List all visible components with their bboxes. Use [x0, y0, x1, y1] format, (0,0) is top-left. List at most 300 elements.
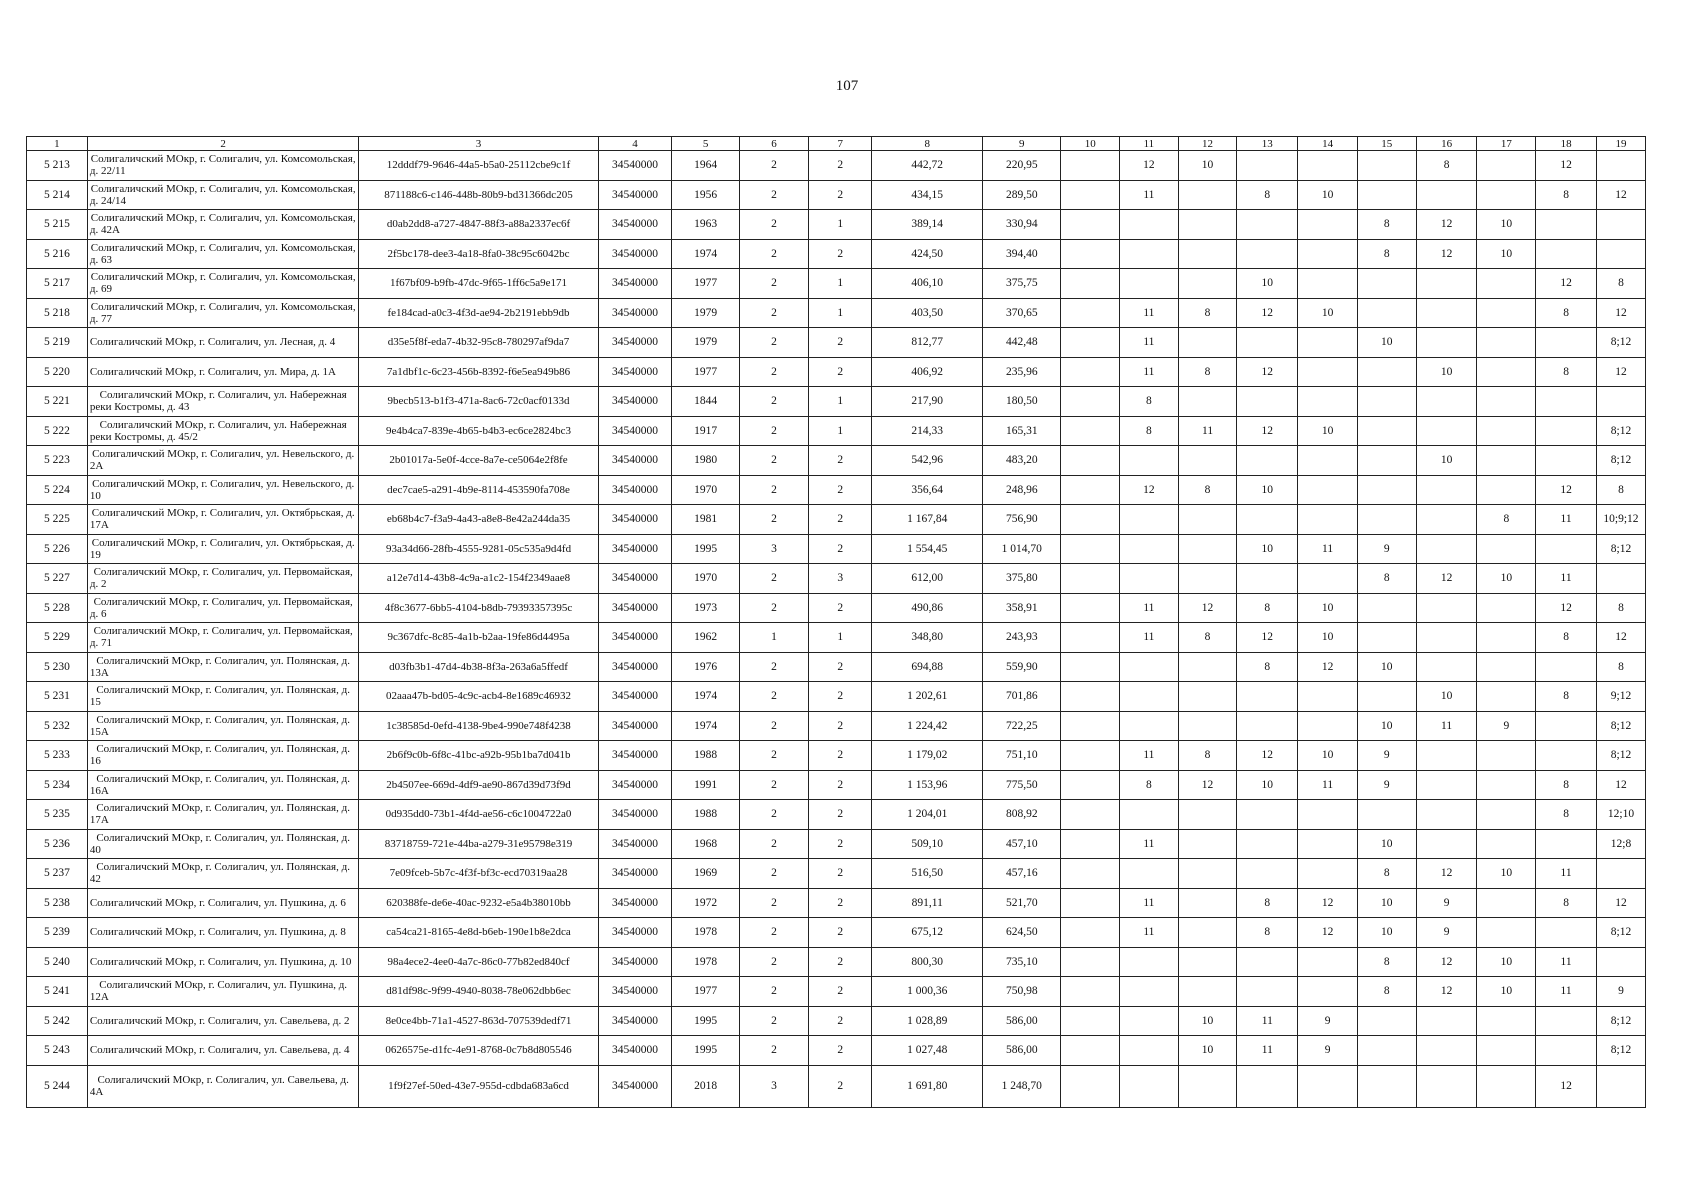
cell-oktmo: 34540000 [598, 652, 672, 682]
cell-col-19: 8 [1597, 475, 1646, 505]
cell-floors: 2 [739, 770, 809, 800]
cell-year: 1988 [672, 741, 739, 771]
cell-col-18: 12 [1536, 475, 1597, 505]
cell-total-area: 1 028,89 [872, 1006, 983, 1036]
cell-col-19: 8 [1597, 269, 1646, 299]
cell-col-17 [1477, 623, 1536, 653]
cell-col-16 [1416, 269, 1477, 299]
cell-floors: 2 [739, 564, 809, 594]
column-header: 15 [1357, 137, 1416, 151]
cell-total-area: 812,77 [872, 328, 983, 358]
cell-oktmo: 34540000 [598, 711, 672, 741]
cell-col-10 [1061, 800, 1120, 830]
cell-address: Солигаличский МОкр, г. Солигалич, ул. Полянская, д. 16 [87, 741, 359, 771]
cell-oktmo: 34540000 [598, 888, 672, 918]
table-row [27, 446, 1646, 476]
cell-col-18: 12 [1536, 269, 1597, 299]
cell-total-area: 217,90 [872, 387, 983, 417]
cell-col-11: 12 [1120, 475, 1179, 505]
cell-col-13: 12 [1237, 741, 1298, 771]
cell-col-13: 8 [1237, 180, 1298, 210]
cell-col-17 [1477, 387, 1536, 417]
cell-col-13: 11 [1237, 1006, 1298, 1036]
column-header: 18 [1536, 137, 1597, 151]
cell-total-area: 516,50 [872, 859, 983, 889]
cell-living-area: 701,86 [983, 682, 1061, 712]
cell-col-12: 8 [1178, 357, 1237, 387]
cell-col-16 [1416, 770, 1477, 800]
cell-col-10 [1061, 298, 1120, 328]
cell-living-area: 735,10 [983, 947, 1061, 977]
cell-floors: 3 [739, 534, 809, 564]
cell-year: 1974 [672, 239, 739, 269]
cell-oktmo: 34540000 [598, 859, 672, 889]
cell-col-16 [1416, 180, 1477, 210]
cell-col-19: 8 [1597, 593, 1646, 623]
cell-col-13 [1237, 387, 1298, 417]
cell-col-12 [1178, 328, 1237, 358]
cell-col-15 [1357, 800, 1416, 830]
cell-col-16 [1416, 1006, 1477, 1036]
cell-col-12 [1178, 446, 1237, 476]
cell-entrances: 1 [809, 269, 872, 299]
cell-col-15: 10 [1357, 711, 1416, 741]
cell-guid: 2f5bc178-dee3-4a18-8fa0-38c95c6042bc [359, 239, 598, 269]
cell-col-16: 12 [1416, 859, 1477, 889]
cell-col-13: 8 [1237, 918, 1298, 948]
cell-col-10 [1061, 1065, 1120, 1107]
column-header: 13 [1237, 137, 1298, 151]
cell-col-12: 8 [1178, 475, 1237, 505]
cell-col-18: 8 [1536, 770, 1597, 800]
cell-entrances: 1 [809, 416, 872, 446]
cell-guid: 9becb513-b1f3-471a-8ac6-72c0acf0133d [359, 387, 598, 417]
cell-row-number: 5 227 [27, 564, 88, 594]
cell-col-11: 12 [1120, 151, 1179, 181]
cell-col-14: 10 [1298, 180, 1358, 210]
table-row [27, 682, 1646, 712]
cell-col-14: 9 [1298, 1036, 1358, 1066]
cell-oktmo: 34540000 [598, 505, 672, 535]
cell-col-14 [1298, 505, 1358, 535]
cell-col-13: 12 [1237, 298, 1298, 328]
cell-col-12 [1178, 505, 1237, 535]
cell-row-number: 5 242 [27, 1006, 88, 1036]
cell-floors: 2 [739, 180, 809, 210]
cell-floors: 2 [739, 888, 809, 918]
cell-year: 1980 [672, 446, 739, 476]
table-row [27, 505, 1646, 535]
cell-col-19: 8;12 [1597, 918, 1646, 948]
cell-col-10 [1061, 682, 1120, 712]
cell-total-area: 356,64 [872, 475, 983, 505]
cell-floors: 2 [739, 829, 809, 859]
cell-oktmo: 34540000 [598, 741, 672, 771]
cell-year: 1977 [672, 357, 739, 387]
cell-row-number: 5 218 [27, 298, 88, 328]
table-header [27, 137, 1646, 151]
cell-entrances: 2 [809, 829, 872, 859]
cell-col-12 [1178, 387, 1237, 417]
table-row [27, 298, 1646, 328]
cell-col-15: 9 [1357, 741, 1416, 771]
cell-oktmo: 34540000 [598, 151, 672, 181]
cell-col-14: 10 [1298, 623, 1358, 653]
cell-year: 1995 [672, 1006, 739, 1036]
cell-guid: 2b4507ee-669d-4df9-ae90-867d39d73f9d [359, 770, 598, 800]
table-body [27, 151, 1646, 1108]
cell-address: Солигаличский МОкр, г. Солигалич, ул. Полянская, д. 42 [87, 859, 359, 889]
cell-year: 1970 [672, 475, 739, 505]
cell-row-number: 5 215 [27, 210, 88, 240]
cell-entrances: 2 [809, 977, 872, 1007]
cell-address: Солигаличский МОкр, г. Солигалич, ул. Савельева, д. 2 [87, 1006, 359, 1036]
cell-col-10 [1061, 623, 1120, 653]
cell-entrances: 2 [809, 475, 872, 505]
cell-living-area: 330,94 [983, 210, 1061, 240]
cell-oktmo: 34540000 [598, 770, 672, 800]
cell-col-17 [1477, 180, 1536, 210]
cell-col-18: 11 [1536, 977, 1597, 1007]
cell-col-12: 11 [1178, 416, 1237, 446]
cell-entrances: 2 [809, 918, 872, 948]
cell-entrances: 2 [809, 151, 872, 181]
cell-entrances: 2 [809, 741, 872, 771]
cell-entrances: 2 [809, 534, 872, 564]
cell-col-13: 8 [1237, 888, 1298, 918]
cell-col-18: 8 [1536, 357, 1597, 387]
cell-col-18 [1536, 829, 1597, 859]
cell-col-19 [1597, 859, 1646, 889]
cell-col-19: 12;10 [1597, 800, 1646, 830]
cell-guid: 93a34d66-28fb-4555-9281-05c535a9d4fd [359, 534, 598, 564]
cell-col-15 [1357, 593, 1416, 623]
cell-address: Солигаличский МОкр, г. Солигалич, ул. Комсомольская, д. 69 [87, 269, 359, 299]
cell-col-13 [1237, 564, 1298, 594]
cell-col-10 [1061, 328, 1120, 358]
cell-floors: 2 [739, 652, 809, 682]
cell-address: Солигаличский МОкр, г. Солигалич, ул. Полянская, д. 15 [87, 682, 359, 712]
cell-col-15: 9 [1357, 534, 1416, 564]
cell-col-14 [1298, 682, 1358, 712]
cell-col-13 [1237, 210, 1298, 240]
cell-address: Солигаличский МОкр, г. Солигалич, ул. Полянская, д. 13А [87, 652, 359, 682]
cell-year: 1917 [672, 416, 739, 446]
cell-col-19: 8;12 [1597, 328, 1646, 358]
cell-col-14 [1298, 800, 1358, 830]
cell-col-14: 11 [1298, 770, 1358, 800]
cell-col-14: 9 [1298, 1006, 1358, 1036]
cell-guid: 12dddf79-9646-44a5-b5a0-25112cbe9c1f [359, 151, 598, 181]
cell-living-area: 1 014,70 [983, 534, 1061, 564]
cell-col-17: 10 [1477, 859, 1536, 889]
cell-guid: 0626575e-d1fc-4e91-8768-0c7b8d805546 [359, 1036, 598, 1066]
cell-row-number: 5 225 [27, 505, 88, 535]
cell-col-12: 8 [1178, 298, 1237, 328]
cell-floors: 2 [739, 741, 809, 771]
cell-entrances: 2 [809, 593, 872, 623]
cell-floors: 1 [739, 623, 809, 653]
cell-col-17: 10 [1477, 564, 1536, 594]
cell-col-18 [1536, 239, 1597, 269]
cell-col-18 [1536, 1006, 1597, 1036]
cell-col-12 [1178, 918, 1237, 948]
cell-col-14 [1298, 1065, 1358, 1107]
cell-row-number: 5 237 [27, 859, 88, 889]
cell-col-17 [1477, 1036, 1536, 1066]
cell-col-17: 10 [1477, 947, 1536, 977]
cell-oktmo: 34540000 [598, 800, 672, 830]
cell-col-16: 10 [1416, 446, 1477, 476]
cell-col-11: 11 [1120, 298, 1179, 328]
cell-guid: fe184cad-a0c3-4f3d-ae94-2b2191ebb9db [359, 298, 598, 328]
cell-col-13: 10 [1237, 534, 1298, 564]
cell-col-18: 8 [1536, 888, 1597, 918]
cell-total-area: 542,96 [872, 446, 983, 476]
cell-col-11 [1120, 652, 1179, 682]
table-row [27, 623, 1646, 653]
cell-col-15: 8 [1357, 564, 1416, 594]
cell-col-10 [1061, 416, 1120, 446]
cell-col-15 [1357, 682, 1416, 712]
cell-entrances: 2 [809, 239, 872, 269]
cell-row-number: 5 244 [27, 1065, 88, 1107]
cell-col-18: 8 [1536, 623, 1597, 653]
cell-col-15 [1357, 269, 1416, 299]
cell-col-10 [1061, 829, 1120, 859]
table-row [27, 593, 1646, 623]
cell-col-12 [1178, 210, 1237, 240]
cell-living-area: 442,48 [983, 328, 1061, 358]
cell-col-16 [1416, 475, 1477, 505]
cell-year: 1995 [672, 1036, 739, 1066]
cell-col-13 [1237, 977, 1298, 1007]
cell-col-13: 12 [1237, 623, 1298, 653]
cell-col-15 [1357, 357, 1416, 387]
cell-col-11: 11 [1120, 623, 1179, 653]
cell-col-16: 12 [1416, 564, 1477, 594]
cell-total-area: 406,92 [872, 357, 983, 387]
cell-col-17: 10 [1477, 977, 1536, 1007]
cell-col-10 [1061, 859, 1120, 889]
cell-floors: 2 [739, 1006, 809, 1036]
cell-floors: 2 [739, 416, 809, 446]
table-row [27, 770, 1646, 800]
cell-col-11: 11 [1120, 829, 1179, 859]
cell-col-14: 10 [1298, 741, 1358, 771]
table-row [27, 416, 1646, 446]
cell-living-area: 180,50 [983, 387, 1061, 417]
column-header: 11 [1120, 137, 1179, 151]
cell-row-number: 5 223 [27, 446, 88, 476]
cell-floors: 2 [739, 711, 809, 741]
table-row [27, 829, 1646, 859]
cell-guid: 7e09fceb-5b7c-4f3f-bf3c-ecd70319aa28 [359, 859, 598, 889]
cell-col-18 [1536, 918, 1597, 948]
cell-col-12 [1178, 269, 1237, 299]
cell-col-17: 10 [1477, 239, 1536, 269]
cell-address: Солигаличский МОкр, г. Солигалич, ул. Комсомольская, д. 24/14 [87, 180, 359, 210]
cell-col-15 [1357, 446, 1416, 476]
cell-year: 1969 [672, 859, 739, 889]
cell-col-13: 10 [1237, 269, 1298, 299]
cell-row-number: 5 226 [27, 534, 88, 564]
cell-living-area: 375,75 [983, 269, 1061, 299]
cell-living-area: 248,96 [983, 475, 1061, 505]
cell-col-10 [1061, 741, 1120, 771]
table-row [27, 1006, 1646, 1036]
cell-address: Солигаличский МОкр, г. Солигалич, ул. Пушкина, д. 10 [87, 947, 359, 977]
column-header: 5 [672, 137, 739, 151]
cell-col-16 [1416, 387, 1477, 417]
cell-row-number: 5 220 [27, 357, 88, 387]
cell-total-area: 1 153,96 [872, 770, 983, 800]
cell-living-area: 220,95 [983, 151, 1061, 181]
cell-address: Солигаличский МОкр, г. Солигалич, ул. Набережная реки Костромы, д. 45/2 [87, 416, 359, 446]
cell-floors: 2 [739, 387, 809, 417]
cell-total-area: 406,10 [872, 269, 983, 299]
cell-total-area: 1 554,45 [872, 534, 983, 564]
cell-col-17: 9 [1477, 711, 1536, 741]
cell-col-13: 8 [1237, 593, 1298, 623]
cell-col-12 [1178, 947, 1237, 977]
cell-year: 1964 [672, 151, 739, 181]
cell-col-11 [1120, 564, 1179, 594]
cell-col-14 [1298, 357, 1358, 387]
cell-col-10 [1061, 505, 1120, 535]
cell-col-19 [1597, 151, 1646, 181]
cell-col-15 [1357, 298, 1416, 328]
cell-col-14: 12 [1298, 652, 1358, 682]
cell-col-15: 8 [1357, 859, 1416, 889]
cell-total-area: 891,11 [872, 888, 983, 918]
cell-col-13 [1237, 328, 1298, 358]
cell-col-19: 8;12 [1597, 711, 1646, 741]
table-row [27, 151, 1646, 181]
cell-col-16 [1416, 328, 1477, 358]
cell-floors: 2 [739, 800, 809, 830]
cell-col-13: 12 [1237, 416, 1298, 446]
column-header: 19 [1597, 137, 1646, 151]
cell-col-15: 8 [1357, 977, 1416, 1007]
cell-entrances: 1 [809, 210, 872, 240]
cell-col-12 [1178, 180, 1237, 210]
cell-address: Солигаличский МОкр, г. Солигалич, ул. Невельского, д. 2А [87, 446, 359, 476]
cell-total-area: 612,00 [872, 564, 983, 594]
column-header: 7 [809, 137, 872, 151]
cell-row-number: 5 214 [27, 180, 88, 210]
cell-oktmo: 34540000 [598, 357, 672, 387]
cell-col-14 [1298, 475, 1358, 505]
cell-col-17 [1477, 918, 1536, 948]
cell-col-12 [1178, 564, 1237, 594]
cell-col-10 [1061, 239, 1120, 269]
cell-total-area: 348,80 [872, 623, 983, 653]
cell-col-15: 10 [1357, 328, 1416, 358]
table-row [27, 387, 1646, 417]
cell-guid: 2b6f9c0b-6f8c-41bc-a92b-95b1ba7d041b [359, 741, 598, 771]
cell-col-15 [1357, 151, 1416, 181]
cell-col-18 [1536, 328, 1597, 358]
cell-oktmo: 34540000 [598, 918, 672, 948]
cell-col-12 [1178, 859, 1237, 889]
cell-total-area: 490,86 [872, 593, 983, 623]
cell-entrances: 2 [809, 652, 872, 682]
table-row [27, 1036, 1646, 1066]
cell-col-11 [1120, 210, 1179, 240]
cell-year: 1991 [672, 770, 739, 800]
cell-col-11 [1120, 977, 1179, 1007]
table-row [27, 652, 1646, 682]
cell-row-number: 5 216 [27, 239, 88, 269]
cell-col-15 [1357, 1006, 1416, 1036]
table-row [27, 239, 1646, 269]
cell-col-13 [1237, 947, 1298, 977]
cell-living-area: 358,91 [983, 593, 1061, 623]
column-header: 4 [598, 137, 672, 151]
cell-col-16 [1416, 741, 1477, 771]
cell-col-14 [1298, 564, 1358, 594]
cell-col-16: 8 [1416, 151, 1477, 181]
cell-row-number: 5 238 [27, 888, 88, 918]
cell-col-16: 9 [1416, 918, 1477, 948]
cell-col-17 [1477, 682, 1536, 712]
cell-year: 1978 [672, 918, 739, 948]
cell-col-10 [1061, 534, 1120, 564]
cell-col-16: 10 [1416, 357, 1477, 387]
cell-col-10 [1061, 711, 1120, 741]
cell-col-19: 8;12 [1597, 741, 1646, 771]
cell-guid: d81df98c-9f99-4940-8038-78e062dbb6ec [359, 977, 598, 1007]
cell-col-17: 10 [1477, 210, 1536, 240]
cell-entrances: 2 [809, 1006, 872, 1036]
cell-address: Солигаличский МОкр, г. Солигалич, ул. Савельева, д. 4А [87, 1065, 359, 1107]
cell-col-12 [1178, 682, 1237, 712]
cell-col-19: 12 [1597, 180, 1646, 210]
cell-year: 1974 [672, 682, 739, 712]
cell-col-14 [1298, 711, 1358, 741]
cell-col-18 [1536, 387, 1597, 417]
cell-oktmo: 34540000 [598, 180, 672, 210]
cell-guid: d0ab2dd8-a727-4847-88f3-a88a2337ec6f [359, 210, 598, 240]
cell-year: 1979 [672, 328, 739, 358]
cell-col-14 [1298, 387, 1358, 417]
cell-col-12: 10 [1178, 151, 1237, 181]
cell-living-area: 394,40 [983, 239, 1061, 269]
header-row [27, 137, 1646, 151]
cell-col-13 [1237, 446, 1298, 476]
cell-year: 1962 [672, 623, 739, 653]
cell-col-13: 10 [1237, 770, 1298, 800]
cell-living-area: 756,90 [983, 505, 1061, 535]
table-row [27, 475, 1646, 505]
cell-guid: 1f9f27ef-50ed-43e7-955d-cdbda683a6cd [359, 1065, 598, 1107]
table-row [27, 1065, 1646, 1107]
cell-col-15 [1357, 505, 1416, 535]
cell-total-area: 424,50 [872, 239, 983, 269]
cell-living-area: 457,10 [983, 829, 1061, 859]
cell-col-11 [1120, 269, 1179, 299]
table-row [27, 564, 1646, 594]
cell-entrances: 2 [809, 357, 872, 387]
cell-row-number: 5 230 [27, 652, 88, 682]
cell-entrances: 2 [809, 682, 872, 712]
cell-living-area: 370,65 [983, 298, 1061, 328]
cell-col-11: 8 [1120, 416, 1179, 446]
cell-col-15: 10 [1357, 918, 1416, 948]
cell-address: Солигаличский МОкр, г. Солигалич, ул. Октябрьская, д. 19 [87, 534, 359, 564]
cell-address: Солигаличский МОкр, г. Солигалич, ул. Комсомольская, д. 22/11 [87, 151, 359, 181]
